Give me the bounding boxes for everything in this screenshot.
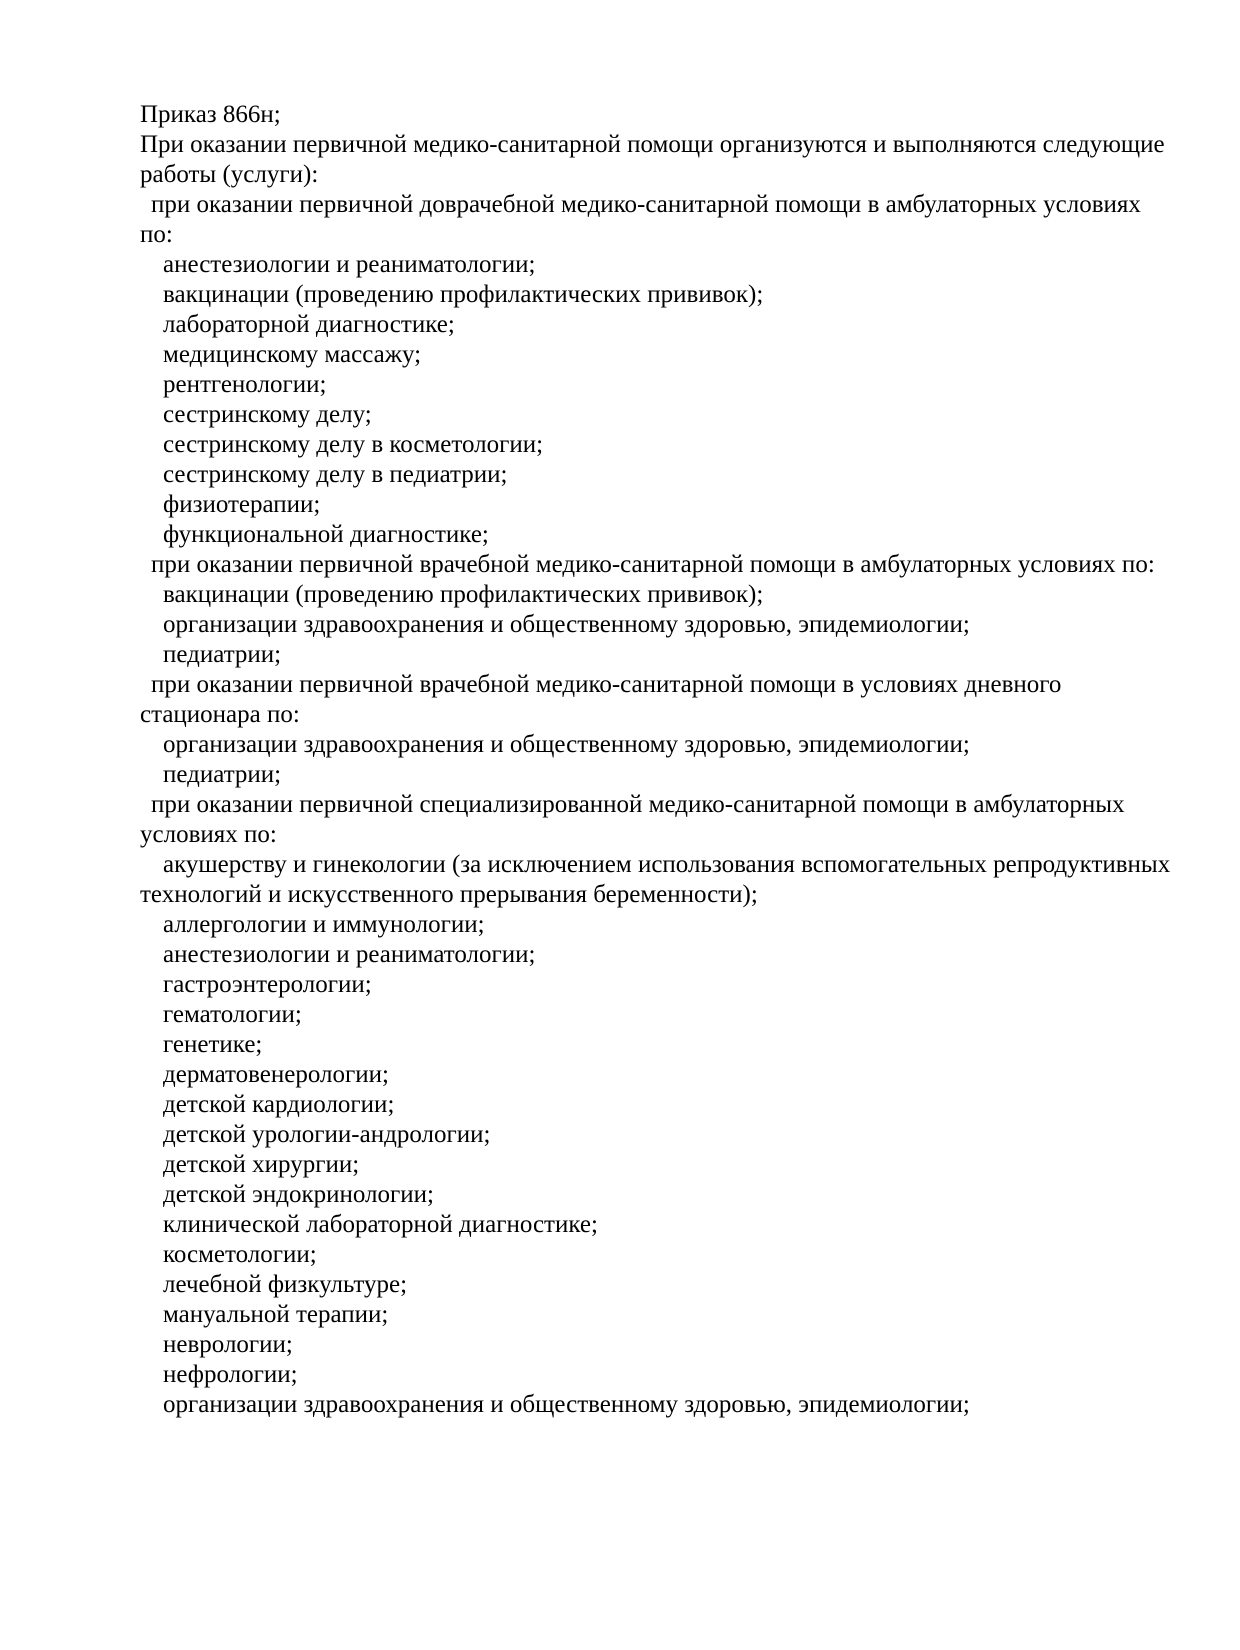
text-line: функциональной диагностике; xyxy=(163,521,489,548)
text-line: стационара по: xyxy=(140,701,300,728)
text-line: аллергологии и иммунологии; xyxy=(163,911,485,938)
text-line: при оказании первичной специализированной медико-санитарной помощи в амбулаторных xyxy=(151,791,1125,818)
text-line: гематологии; xyxy=(163,1001,302,1028)
text-line: условиях по: xyxy=(140,821,277,848)
text-line: при оказании первичной доврачебной медико-санитарной помощи в амбулаторных условиях xyxy=(151,191,1141,218)
text-line: педиатрии; xyxy=(163,761,282,788)
text-line: гастроэнтерологии; xyxy=(163,971,372,998)
text-line: анестезиологии и реаниматологии; xyxy=(163,251,536,278)
text-line: дерматовенерологии; xyxy=(163,1061,389,1088)
text-line: организации здравоохранения и общественному здоровью, эпидемиологии; xyxy=(163,611,970,638)
text-line: вакцинации (проведению профилактических прививок); xyxy=(163,581,764,608)
text-line: детской кардиологии; xyxy=(163,1091,395,1118)
text-line: по: xyxy=(140,221,173,248)
text-line: детской урологии-андрологии; xyxy=(163,1121,491,1148)
text-line: детской эндокринологии; xyxy=(163,1181,434,1208)
text-line: анестезиологии и реаниматологии; xyxy=(163,941,536,968)
text-line: технологий и искусственного прерывания беременности); xyxy=(140,881,758,908)
text-line: работы (услуги): xyxy=(140,161,319,188)
text-line: лечебной физкультуре; xyxy=(163,1271,408,1298)
document-body xyxy=(140,100,1171,1420)
text-line: вакцинации (проведению профилактических прививок); xyxy=(163,281,764,308)
text-line: рентгенологии; xyxy=(163,371,327,398)
text-line: организации здравоохранения и общественному здоровью, эпидемиологии; xyxy=(163,1391,970,1418)
text-line: при оказании первичной врачебной медико-санитарной помощи в условиях дневного xyxy=(151,671,1062,698)
text-line: сестринскому делу в педиатрии; xyxy=(163,461,508,488)
text-line: неврологии; xyxy=(163,1331,293,1358)
text-line: физиотерапии; xyxy=(163,491,321,518)
text-line: акушерству и гинекологии (за исключением использования вспомогательных репродуктивных xyxy=(163,851,1171,878)
text-line: генетике; xyxy=(163,1031,263,1058)
text-line: косметологии; xyxy=(163,1241,317,1268)
text-line: детской хирургии; xyxy=(163,1151,360,1178)
text-line: сестринскому делу; xyxy=(163,401,372,428)
text-line: клинической лабораторной диагностике; xyxy=(163,1211,598,1238)
text-line: мануальной терапии; xyxy=(163,1301,389,1328)
text-line: при оказании первичной врачебной медико-санитарной помощи в амбулаторных условиях по: xyxy=(151,551,1155,578)
text-line: При оказании первичной медико-санитарной помощи организуются и выполняются следующие xyxy=(140,131,1165,158)
text-line: нефрологии; xyxy=(163,1361,298,1388)
text-line: Приказ 866н; xyxy=(140,101,281,128)
text-line: сестринскому делу в косметологии; xyxy=(163,431,544,458)
text-line: медицинскому массажу; xyxy=(163,341,422,368)
text-line: организации здравоохранения и общественному здоровью, эпидемиологии; xyxy=(163,731,970,758)
text-line: педиатрии; xyxy=(163,641,282,668)
text-line: лабораторной диагностике; xyxy=(163,311,455,338)
